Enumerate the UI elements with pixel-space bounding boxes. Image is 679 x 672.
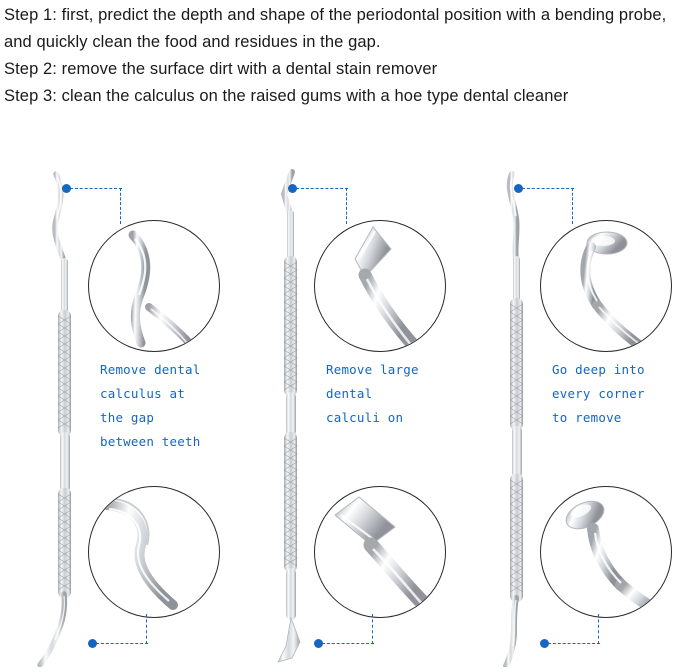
- connector-dot-top-2: [288, 184, 297, 193]
- connector-line-top-2: [296, 188, 348, 189]
- caption-column-3: [552, 358, 676, 430]
- tool-column-1: [0, 166, 226, 667]
- caption-line: calculus at: [100, 386, 185, 401]
- connector-dot-bottom-3: [540, 639, 549, 648]
- magnifier-bubble-bottom-2: [314, 486, 446, 618]
- dental-scaler-instrument-2: [256, 166, 326, 667]
- caption-column-1: [100, 358, 224, 454]
- connector-line-bottom-2: [322, 643, 374, 644]
- connector-line-bottom-rise-2: [372, 614, 373, 644]
- instructions-block: [4, 2, 675, 110]
- tool-column-2: [226, 166, 452, 667]
- caption-line: the gap: [100, 410, 155, 425]
- connector-line-bottom-rise-3: [598, 614, 599, 644]
- dental-scaler-instrument-1: [30, 166, 100, 667]
- magnifier-bubble-top-1: [88, 220, 220, 352]
- caption-line: every corner: [552, 386, 645, 401]
- magnifier-bubble-top-3: [540, 220, 672, 352]
- connector-line-bottom-1: [96, 643, 148, 644]
- tools-diagram: [0, 166, 679, 667]
- connector-line-top-1: [70, 188, 122, 189]
- magnifier-bubble-top-2: [314, 220, 446, 352]
- connector-line-top-drop-2: [346, 188, 347, 224]
- caption-line: calculi on: [326, 410, 404, 425]
- caption-column-2: [326, 358, 450, 430]
- dental-scaler-instrument-3: [482, 166, 552, 667]
- caption-line: to remove: [552, 410, 622, 425]
- caption-line: Go deep into: [552, 362, 645, 377]
- instruction-step-2: Step 2: remove the surface dirt with a dental stain remover: [4, 60, 438, 78]
- connector-dot-top-3: [514, 184, 523, 193]
- caption-line: between teeth: [100, 434, 201, 449]
- caption-line: Remove dental: [100, 362, 201, 377]
- connector-line-bottom-rise-1: [146, 614, 147, 644]
- caption-line: Remove large: [326, 362, 419, 377]
- connector-line-top-3: [522, 188, 574, 189]
- connector-line-top-drop-1: [120, 188, 121, 224]
- connector-line-bottom-3: [548, 643, 600, 644]
- connector-dot-top-1: [62, 184, 71, 193]
- connector-line-top-drop-3: [572, 188, 573, 224]
- instruction-step-1: Step 1: first, predict the depth and shape of the periodontal position with a bending probe, and quickly clean the food and residues in the gap.: [4, 6, 667, 51]
- magnifier-bubble-bottom-3: [540, 486, 672, 618]
- magnifier-bubble-bottom-1: [88, 486, 220, 618]
- caption-line: dental: [326, 386, 373, 401]
- connector-dot-bottom-1: [88, 639, 97, 648]
- instruction-step-3: Step 3: clean the calculus on the raised gums with a hoe type dental cleaner: [4, 87, 569, 105]
- connector-dot-bottom-2: [314, 639, 323, 648]
- tool-column-3: [452, 166, 678, 667]
